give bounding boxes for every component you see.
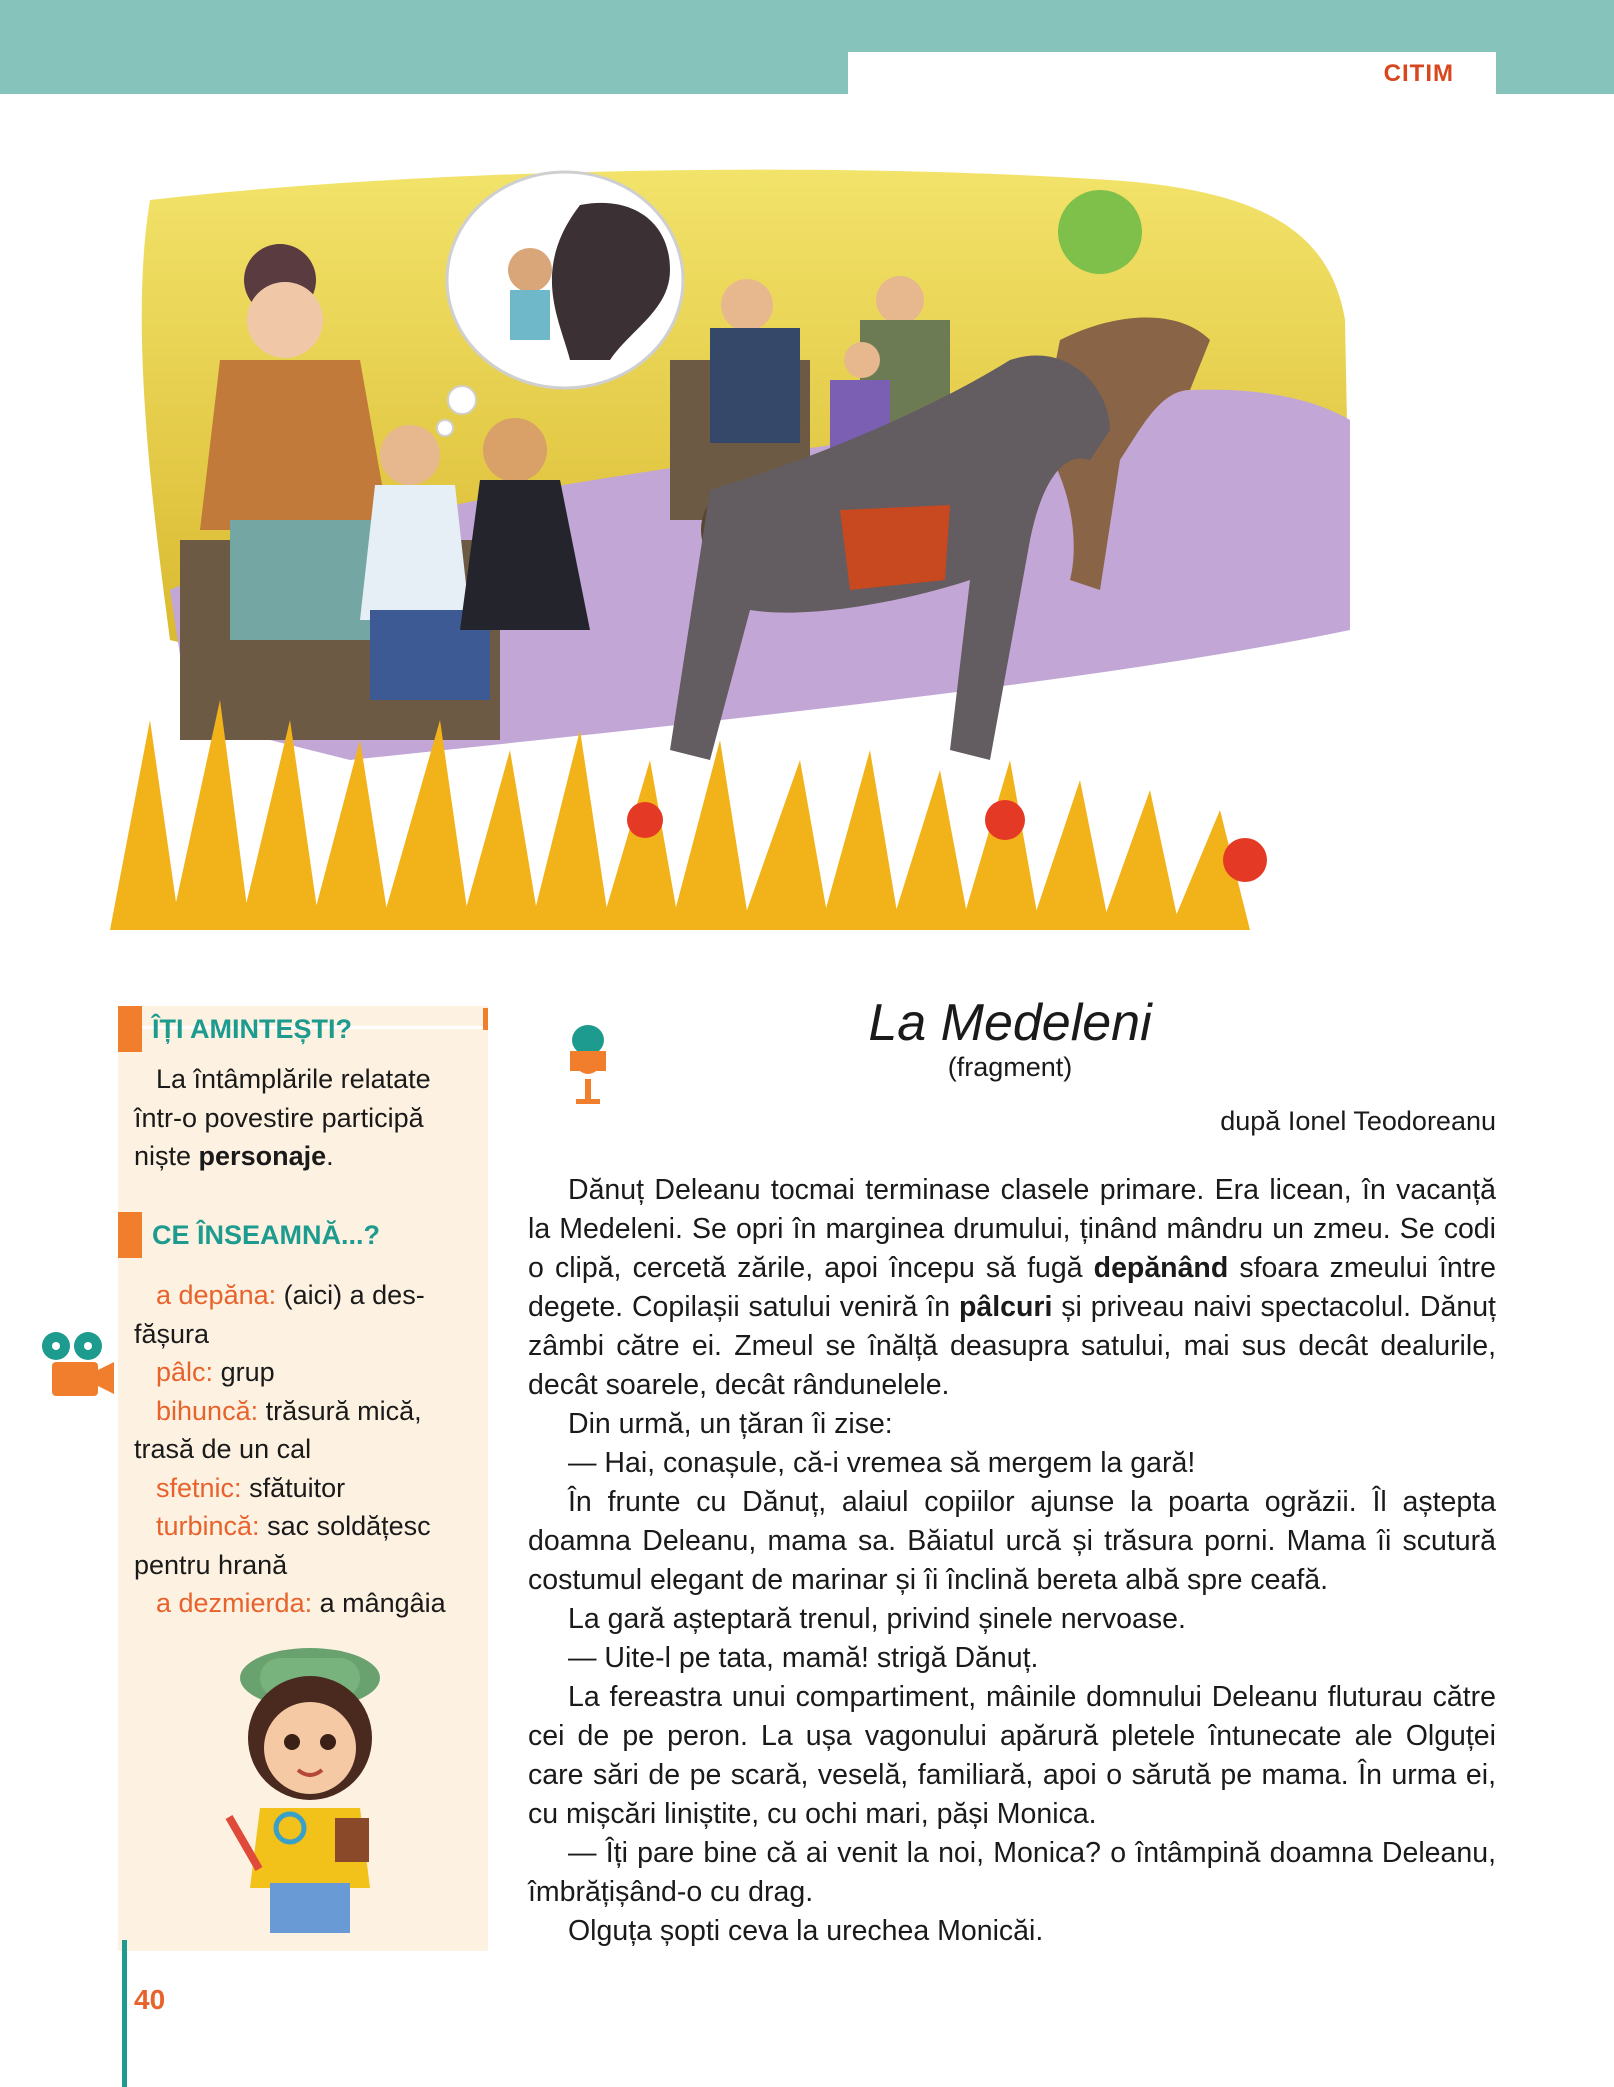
poppy [1223, 838, 1267, 882]
remember-heading-row [118, 1006, 488, 1052]
glossary-entry: bihuncă: trăsură mică, [156, 1395, 422, 1426]
story-paragraph: Olguța șopti ceva la urechea Monicăi. [568, 1915, 1044, 1947]
tree [1058, 190, 1142, 274]
explorer-kid-illustration [220, 1638, 400, 1943]
story-paragraph: La gară așteptară trenul, privind șinele nervoase. [568, 1603, 1186, 1635]
glossary-entry: sfetnic: sfătuitor [156, 1472, 346, 1503]
story-title: La Medeleni [868, 994, 1152, 1052]
remember-heading: ÎȚI AMINTEȘTI? [152, 1014, 352, 1044]
glossary-entry-cont: pentru hrană [134, 1549, 288, 1580]
story-author: după Ionel Teodoreanu [1220, 1106, 1496, 1136]
glossary-entry: pâlc: grup [156, 1357, 275, 1387]
sidebar-box [118, 1006, 488, 1951]
story-subtitle: (fragment) [947, 1052, 1073, 1082]
glossary-entry-cont: fășura [134, 1318, 210, 1349]
microphone-icon [566, 1025, 610, 1107]
glossary-heading: CE ÎNSEAMNĂ...? [152, 1220, 381, 1250]
remember-line: într-o povestire participă [134, 1102, 424, 1133]
story-paragraph: Dănuț Deleanu tocmai terminase clasele primare. Era licean, în vacanță la Medeleni. Se opri în marginea drumului, ținând mândru un zmeu. Se codi o clipă, cercetă zările, apoi începu să fugă depănând sfoara zmeului între degete. Copilașii satului veniră în pâlcuri și priveau naivi spectacolul. Dănuț zâmbi către ei. Zmeul se înălță deasupra satului, mai sus decât dealurile, decât soarele, decât rândunelele. [528, 1174, 1496, 1401]
film-projector-icon [38, 1330, 118, 1400]
story-paragraph: — Îți pare bine că ai venit la noi, Monica? o întâmpină doamna Deleanu, îmbrățișând-o cu drag. [528, 1837, 1496, 1908]
page-number: 40 [134, 1984, 166, 2015]
section-label: CITIM [1383, 60, 1454, 87]
remember-text [134, 1060, 474, 1176]
story-paragraph: În frunte cu Dănuț, alaiul copiilor ajunse la poarta ogrăzii. Îl aștepta doamna Deleanu, mama sa. Băiatul urcă și trăsura porni. Mama îi scutură costumul elegant de marinar și îi înclină bereta albă spre ceafă. [528, 1486, 1496, 1596]
glossary-entry: a dezmierda: a mângâia [156, 1588, 446, 1618]
remember-line: niște personaje. [134, 1141, 334, 1171]
page-bar [122, 1940, 127, 2087]
story-illustration [110, 160, 1500, 930]
glossary-entry-cont: trasă de un cal [134, 1434, 312, 1464]
section-tab [848, 52, 1496, 94]
poppy [985, 800, 1025, 840]
story-paragraph: — Uite-l pe tata, mamă! strigă Dănuț. [568, 1642, 1039, 1674]
glossary-entry: a depăna: (aici) a des- [156, 1280, 425, 1310]
poppy [627, 802, 663, 838]
glossary-heading-row [118, 1212, 488, 1258]
story-paragraph: Din urmă, un țăran îi zise: [568, 1408, 893, 1440]
story-body [528, 1171, 1496, 1951]
remember-line: La întâmplările relatate [156, 1064, 431, 1094]
story-paragraph: La fereastra unui compartiment, mâinile domnului Deleanu fluturau către cei de pe peron. La ușa vagonului apărură pletele întunecate ale Olguței care sări de pe scară, veselă, familiară, apoi o sărută pe mama. În urma ei, cu mișcări liniștite, cu ochi mari, păși Monica. [528, 1681, 1496, 1830]
glossary-entry: turbincă: sac soldățesc [156, 1511, 431, 1541]
story-paragraph: — Hai, conașule, că-i vremea să mergem la gară! [568, 1447, 1196, 1479]
glossary-list [134, 1276, 474, 1623]
